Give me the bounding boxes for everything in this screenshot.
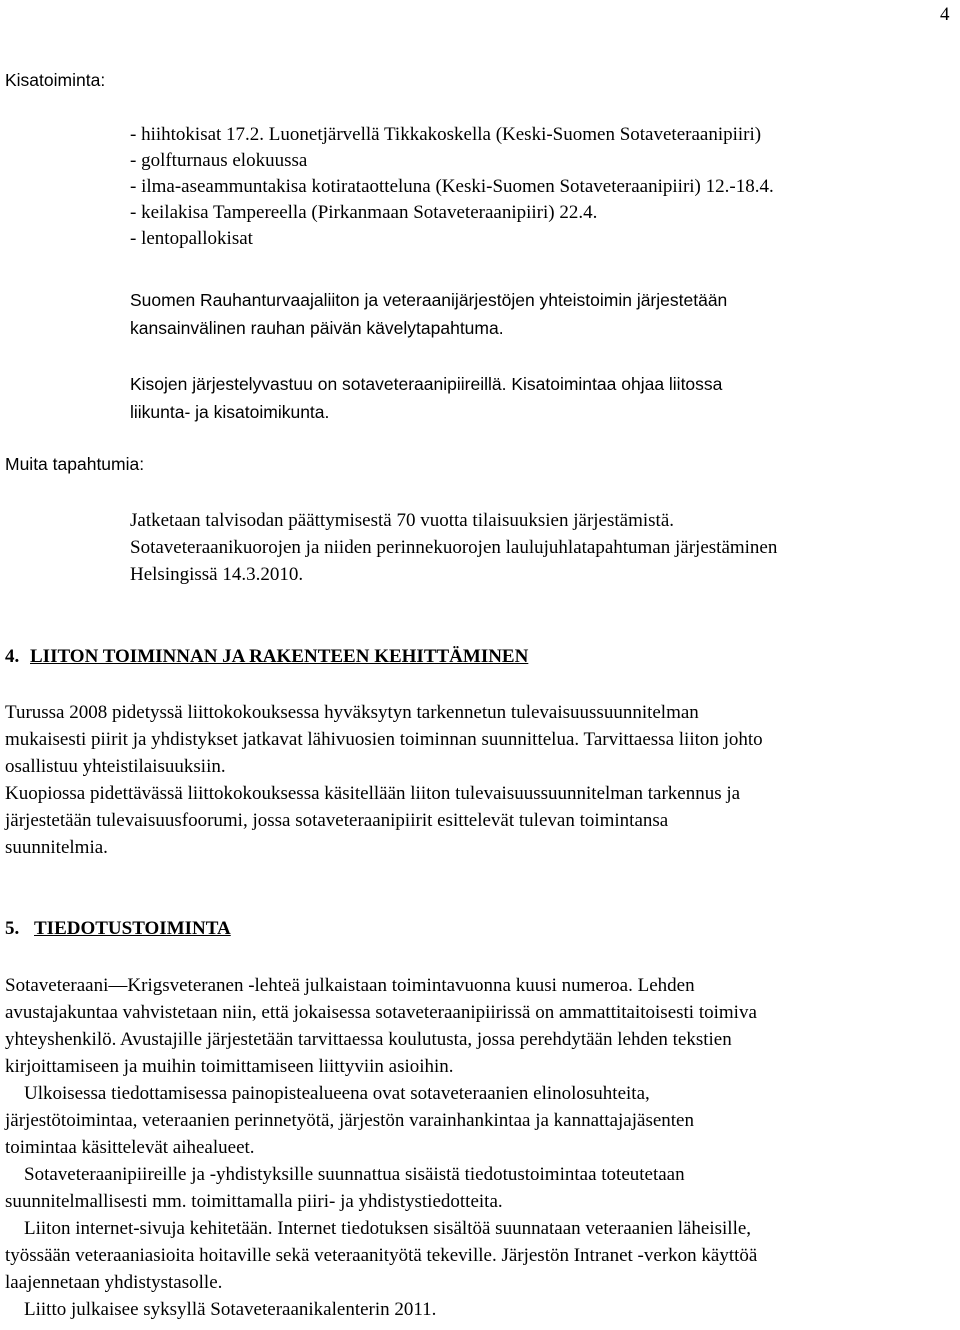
paragraph-line: mukaisesti piirit ja yhdistykset jatkavat lähivuosien toiminnan suunnittelua. Tarvittaessa liiton johto [5,729,763,750]
paragraph-line: kirjoittamiseen ja muihin toimittamiseen liittyviin asioihin. [5,1056,454,1077]
paragraph-line: Sotaveteraanikuorojen ja niiden perinnekuorojen laulujuhlatapahtuman järjestäminen [130,537,778,558]
section-title: TIEDOTUSTOIMINTA [34,918,231,939]
section-number: 4. [5,646,20,667]
paragraph-line: suunnitelmallisesti mm. toimittamalla piiri- ja yhdistystiedotteita. [5,1191,503,1212]
paragraph-line: suunnitelmia. [5,837,108,858]
paragraph-line: kansainvälinen rauhan päivän kävelytapahtuma. [130,318,504,338]
paragraph-line: Jatketaan talvisodan päättymisestä 70 vuotta tilaisuuksien järjestämistä. [130,510,675,531]
paragraph-line: Suomen Rauhanturvaajaliiton ja veteraanijärjestöjen yhteistoimin järjestetään [130,290,728,310]
section-4-heading [5,646,528,668]
paragraph-line: osallistuu yhteistilaisuuksiin. [5,756,226,777]
list-item: - keilakisa Tampereella (Pirkanmaan Sotaveteraanipiiri) 22.4. [130,202,598,223]
paragraph-line: järjestetään tulevaisuusfoorumi, jossa sotaveteraanipiirit esittelevät tulevan toimintansa [5,810,669,831]
paragraph-line: Liitto julkaisee syksyllä Sotaveteraanikalenterin 2011. [5,1299,437,1320]
paragraph-line: laajennetaan yhdistystasolle. [5,1272,223,1293]
paragraph-line: liikunta- ja kisatoimikunta. [130,402,330,422]
list-item: - golfturnaus elokuussa [130,150,308,171]
paragraph-line: Ulkoisessa tiedottamisessa painopistealueena ovat sotaveteraanien elinolosuhteita, [5,1083,650,1104]
organizing-paragraph [130,370,722,426]
page-number: 4 [940,4,950,25]
paragraph-line: avustajakuntaa vahvistetaan niin, että jokaisessa sotaveteraanipiirissä on ammattitaitoisesti toimiva [5,1002,757,1023]
section-5-heading [5,918,231,940]
paragraph-line: Helsingissä 14.3.2010. [130,564,304,585]
list-item: - hiihtokisat 17.2. Luonetjärvellä Tikkakoskella (Keski-Suomen Sotaveteraanipiiri) [130,124,762,145]
paragraph-line: Sotaveteraanipiireille ja -yhdistyksille suunnattua sisäistä tiedotustoimintaa toteutetaan [5,1164,685,1185]
paragraph-line: Sotaveteraani—Krigsveteranen -lehteä julkaistaan toimintavuonna kuusi numeroa. Lehden [5,975,695,996]
paragraph-line: Kisojen järjestelyvastuu on sotaveteraanipiireillä. Kisatoimintaa ohjaa liitossa [130,374,723,394]
paragraph-line: toimintaa käsittelevät aihealueet. [5,1137,255,1158]
section-number: 5. [5,918,20,939]
paragraph-line: Liiton internet-sivuja kehitetään. Internet tiedotuksen sisältöä suunnataan veteraanien läheisille, [5,1218,752,1239]
section-4-body [5,699,763,861]
paragraph-line: Turussa 2008 pidetyssä liittokokouksessa hyväksytyn tarkennetun tulevaisuussuunnitelman [5,702,699,723]
peace-day-paragraph [130,286,727,342]
paragraph-line: yhteyshenkilö. Avustajille järjestetään tarvittaessa koulutusta, jossa perehdytään lehden tekstien [5,1029,732,1050]
paragraph-line: Kuopiossa pidettävässä liittokokouksessa käsitellään liiton tulevaisuussuunnitelman tarkennus ja [5,783,741,804]
list-item: - ilma-aseammuntakisa kotirataotteluna (Keski-Suomen Sotaveteraanipiiri) 12.-18.4. [130,176,774,197]
section-title: LIITON TOIMINNAN JA RAKENTEEN KEHITTÄMINEN [30,646,529,667]
paragraph-line: järjestötoimintaa, veteraanien perinnetyötä, järjestön varainhankintaa ja kannattajajäsenten [5,1110,694,1131]
paragraph-line: työssään veteraaniasioita hoitaville sekä veteraanityötä tekeville. Järjestön Intranet -verkon käyttöä [5,1245,758,1266]
competition-list [130,122,774,252]
list-item: - lentopallokisat [130,228,253,249]
other-events-paragraph [130,507,777,588]
kisatoiminta-label: Kisatoiminta: [5,70,106,90]
muita-tapahtumia-label: Muita tapahtumia: [5,454,145,474]
section-5-body [5,972,757,1323]
